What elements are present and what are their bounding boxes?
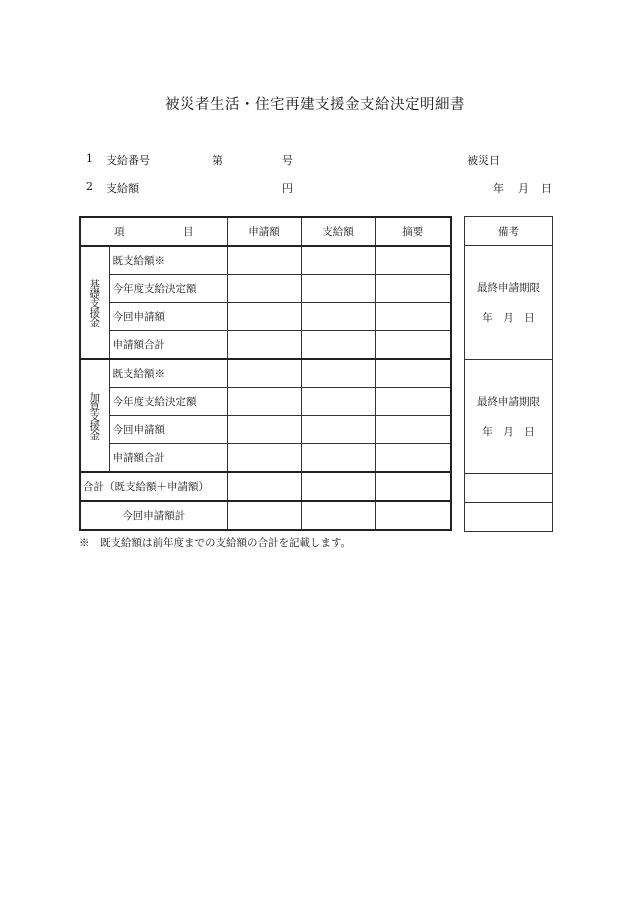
summary-cell[interactable] <box>375 416 451 444</box>
date-year: 年 <box>493 182 504 195</box>
pay-cell[interactable] <box>301 472 375 501</box>
table-header-row <box>80 217 451 246</box>
pay-cell[interactable] <box>301 444 375 473</box>
table-row <box>80 359 451 388</box>
summary-cell[interactable] <box>375 472 451 501</box>
pay-cell[interactable] <box>301 416 375 444</box>
apply-cell[interactable] <box>227 416 301 444</box>
row-label: 今年度支給決定額 <box>109 275 227 303</box>
pay-cell[interactable] <box>301 246 375 275</box>
summary-cell[interactable] <box>375 501 451 530</box>
apply-cell[interactable] <box>227 501 301 530</box>
apply-cell[interactable] <box>227 331 301 360</box>
pay-cell[interactable] <box>301 501 375 530</box>
table-row <box>80 331 451 360</box>
row-label: 今年度支給決定額 <box>109 388 227 416</box>
payment-number-dai: 第 <box>212 154 223 167</box>
apply-cell[interactable] <box>227 275 301 303</box>
current-total-label: 今回申請額計 <box>80 501 227 530</box>
table-row <box>80 275 451 303</box>
notes-block-1-line2: 年 月 日 <box>482 311 535 324</box>
table-row <box>80 388 451 416</box>
header-item <box>80 217 227 246</box>
header-item-left: 項 <box>114 226 125 238</box>
table-row <box>80 444 451 473</box>
table-row-total <box>80 472 451 501</box>
notes-block-2-line1: 最終申請期限 <box>477 395 540 408</box>
apply-cell[interactable] <box>227 303 301 331</box>
summary-cell[interactable] <box>375 388 451 416</box>
notes-header: 備考 <box>465 217 553 246</box>
header-summary: 摘要 <box>375 217 451 246</box>
payment-number-go: 号 <box>282 154 293 167</box>
summary-cell[interactable] <box>375 275 451 303</box>
group1-label: 基礎支援金 <box>80 246 109 359</box>
group2-label: 加算支援金 <box>80 359 109 472</box>
date-day: 日 <box>541 182 552 195</box>
header-apply: 申請額 <box>227 217 301 246</box>
header-pay: 支給額 <box>301 217 375 246</box>
detail-table <box>79 216 452 531</box>
apply-cell[interactable] <box>227 246 301 275</box>
pay-cell[interactable] <box>301 359 375 388</box>
apply-cell[interactable] <box>227 472 301 501</box>
total-label: 合計（既支給額＋申請額） <box>80 472 227 501</box>
pay-cell[interactable] <box>301 331 375 360</box>
date-month: 月 <box>518 182 529 195</box>
row-label: 今回申請額 <box>109 303 227 331</box>
apply-cell[interactable] <box>227 444 301 473</box>
table-row-current-total <box>80 501 451 530</box>
notes-current-total-cell[interactable] <box>465 503 553 532</box>
notes-block-1[interactable] <box>465 246 553 360</box>
row-label: 申請額合計 <box>109 331 227 360</box>
summary-cell[interactable] <box>375 444 451 473</box>
row-label: 既支給額※ <box>109 359 227 388</box>
footnote: ※ 既支給額は前年度までの支給額の合計を記載します。 <box>79 537 352 549</box>
notes-total-cell[interactable] <box>465 474 553 503</box>
apply-cell[interactable] <box>227 388 301 416</box>
pay-cell[interactable] <box>301 275 375 303</box>
summary-cell[interactable] <box>375 246 451 275</box>
summary-cell[interactable] <box>375 303 451 331</box>
notes-block-2[interactable] <box>465 360 553 474</box>
header-item-right: 目 <box>183 226 194 238</box>
summary-cell[interactable] <box>375 331 451 360</box>
notes-block-2-line2: 年 月 日 <box>482 425 535 438</box>
payment-number-label: 支給番号 <box>106 154 150 167</box>
yen-unit: 円 <box>282 182 293 195</box>
row-label: 既支給額※ <box>109 246 227 275</box>
apply-cell[interactable] <box>227 359 301 388</box>
pay-cell[interactable] <box>301 388 375 416</box>
table-row <box>80 303 451 331</box>
row-label: 今回申請額 <box>109 416 227 444</box>
summary-cell[interactable] <box>375 359 451 388</box>
pay-cell[interactable] <box>301 303 375 331</box>
notes-table <box>464 216 553 532</box>
table-row <box>80 246 451 275</box>
row-label: 申請額合計 <box>109 444 227 473</box>
table-row <box>80 416 451 444</box>
row1-number: 1 <box>86 152 93 165</box>
payment-amount-label: 支給額 <box>106 182 139 195</box>
document-title: 被災者生活・住宅再建支援金支給決定明細書 <box>165 97 465 113</box>
disaster-date-label: 被災日 <box>467 154 500 167</box>
notes-block-1-line1: 最終申請期限 <box>477 281 540 294</box>
row2-number: 2 <box>86 180 93 193</box>
